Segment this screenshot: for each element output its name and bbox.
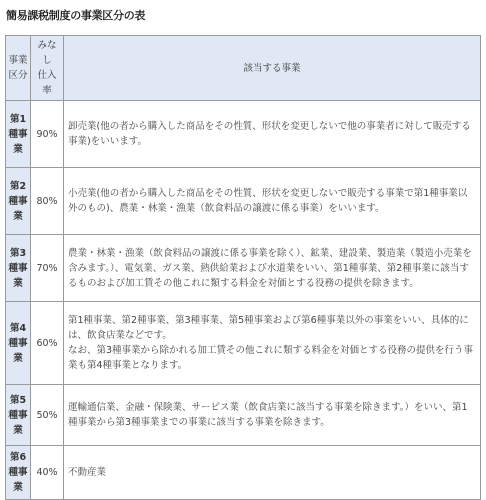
table-row (6, 446, 481, 500)
row-rate: 50% (31, 385, 64, 446)
row-rate: 60% (31, 302, 64, 385)
row-category: 第3 種事 業 (6, 235, 31, 302)
table-row (6, 385, 481, 446)
row-description: 農業・林業・漁業（飲食料品の譲渡に係る事業を除く）、鉱業、建設業、製造業（製造小売業を含みます。）、電気業、ガス業、熱供給業および水道業をいい、第1種事業、第2種事業に該当するものおよび加工賃その他これに類する料金を対価とする役務の提供を除きます。 (64, 235, 481, 302)
row-description: 不動産業 (64, 446, 481, 500)
row-rate: 40% (31, 446, 64, 500)
table-row (6, 235, 481, 302)
table-header-row (6, 36, 481, 101)
row-description: 運輸通信業、金融・保険業、サービス業（飲食店業に該当する事業を除きます。）をいい、第1種事業から第3種事業までの事業に該当する事業を除きます。 (64, 385, 481, 446)
table-row (6, 168, 481, 235)
row-rate: 90% (31, 101, 64, 168)
row-category: 第5 種事 業 (6, 385, 31, 446)
row-category: 第1 種事 業 (6, 101, 31, 168)
header-applicable-business: 該当する事業 (64, 36, 481, 101)
row-category: 第6 種事 業 (6, 446, 31, 500)
table-row (6, 302, 481, 385)
row-rate: 80% (31, 168, 64, 235)
row-description: 卸売業(他の者から購入した商品をその性質、形状を変更しないで他の事業者に対して販売する事業)をいいます。 (64, 101, 481, 168)
page-title: 簡易課税制度の事業区分の表 (6, 9, 146, 22)
row-rate: 70% (31, 235, 64, 302)
business-category-table (5, 35, 481, 500)
row-description: 小売業(他の者から購入した商品をその性質、形状を変更しないで販売する事業で第1種事業以外のもの)、農業・林業・漁業（飲食料品の譲渡に係る事業）をいいます。 (64, 168, 481, 235)
header-business-category: 事業 区分 (6, 36, 31, 101)
table-row (6, 101, 481, 168)
row-category: 第4 種事 業 (6, 302, 31, 385)
row-category: 第2 種事 業 (6, 168, 31, 235)
row-description: 第1種事業、第2種事業、第3種事業、第5種事業および第6種事業以外の事業をいい、具体的には、飲食店業などです。 なお、第3種事業から除かれる加工賃その他これに類する料金を対価とする役務の提供を行う事業も第4種事業となります。 (64, 302, 481, 385)
header-deemed-purchase-rate: みなし 仕入率 (31, 36, 64, 101)
